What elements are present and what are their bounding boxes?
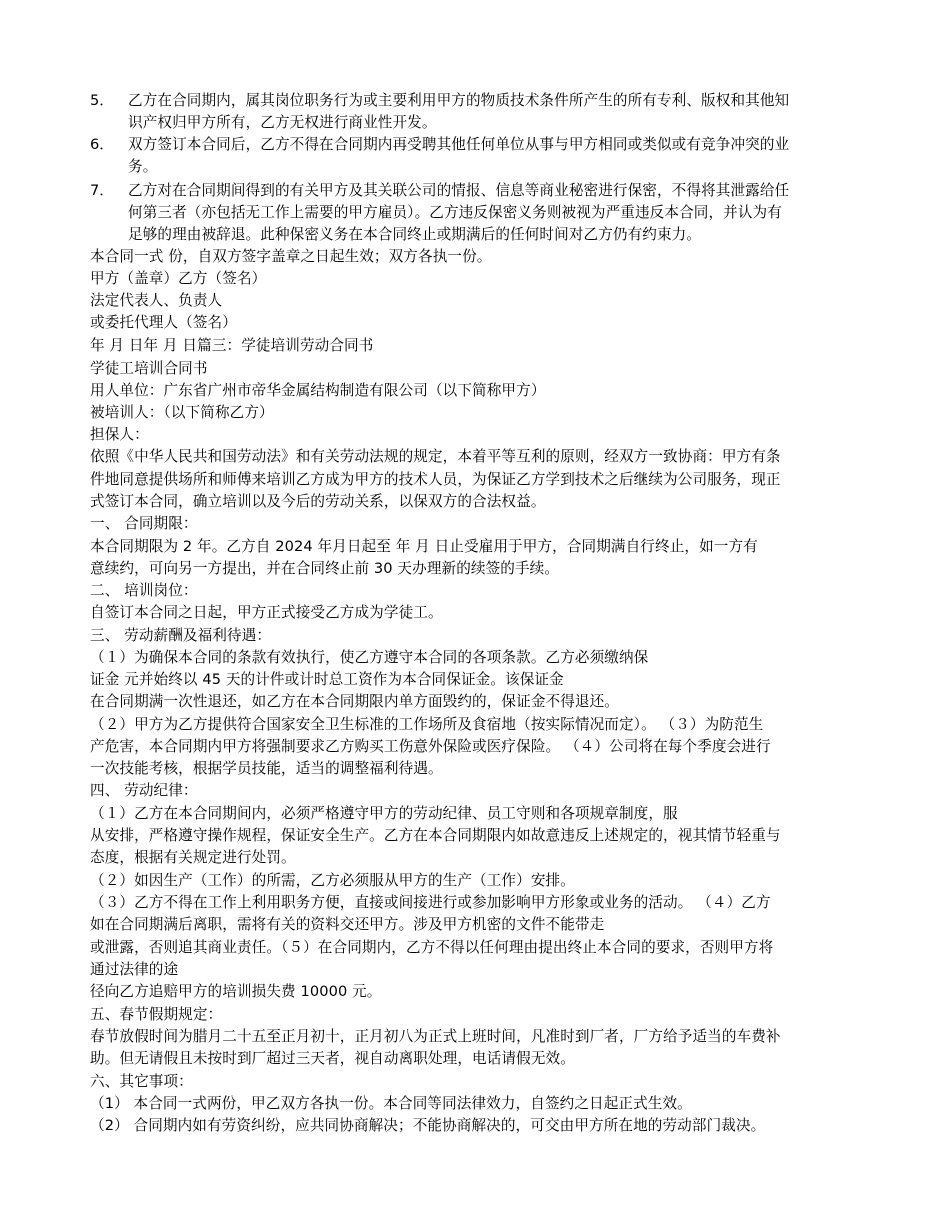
text-line: 用人单位：广东省广州市帝华金属结构制造有限公司（以下简称甲方） <box>90 382 546 399</box>
text-line: 助。但无请假且未按时到厂超过三天者，视自动离职处理，电话请假无效。 <box>90 1050 575 1067</box>
text-line: （３）乙方不得在工作上利用职务方便，直接或间接进行或参加影响甲方形象或业务的活动。 （４）乙方 <box>90 894 771 911</box>
text-line: 在合同期满一次性退还，如乙方在本合同期限内单方面毁约的，保证金不得退还。 <box>90 693 619 710</box>
item-7-line-1: 乙方对在合同期间得到的有关甲方及其关联公司的情报、信息等商业秘密进行保密，不得将其泄露给任 <box>128 182 790 199</box>
text-line: 态度，根据有关规定进行处罚。 <box>90 849 296 866</box>
text-line: 本合同期限为 2 年。乙方自 2024 年月日起至 年 月 日止受雇用于甲方，合同期满自行终止，如一方有 <box>90 538 758 555</box>
text-line: （２）如因生产（工作）的所需，乙方必须服从甲方的生产（工作）安排。 <box>90 872 575 889</box>
text-line: 如在合同期满后离职，需将有关的资料交还甲方。涉及甲方机密的文件不能带走 <box>90 916 605 933</box>
text-line: （１）为确保本合同的条款有效执行，使乙方遵守本合同的各项条款。乙方必须缴纳保 <box>90 649 649 666</box>
section-heading: 一、 合同期限： <box>90 515 198 532</box>
item-5-line-2: 识产权归甲方所有，乙方无权进行商业性开发。 <box>128 114 437 131</box>
text-line: 从安排，严格遵守操作规程，保证安全生产。乙方在本合同期限内如故意违反上述规定的，视其情节轻重与 <box>90 827 781 844</box>
text-line: 法定代表人、负责人 <box>90 292 223 309</box>
text-line: 担保人： <box>90 426 149 443</box>
section-heading: 五、春节假期规定： <box>90 1006 223 1023</box>
section-heading: 四、 劳动纪律： <box>90 782 198 799</box>
text-line: 产危害，本合同期内甲方将强制要求乙方购买工伤意外保险或医疗保险。 （４）公司将在每个季度会进行 <box>90 738 771 755</box>
text-line: 春节放假时间为腊月二十五至正月初十，正月初八为正式上班时间，凡准时到厂者，厂方给予适当的车费补 <box>90 1028 781 1045</box>
text-line: 意续约，可向另一方提出，并在合同终止前 30 天办理新的续签的手续。 <box>90 560 560 577</box>
text-line: 依照《中华人民共和国劳动法》和有关劳动法规的规定，本着平等互利的原则，经双方一致协商：甲方有条 <box>90 448 781 465</box>
text-line: 本合同一式 份，自双方签字盖章之日起生效；双方各执一份。 <box>90 248 492 265</box>
document-title: 学徒工培训合同书 <box>90 360 208 377</box>
item-7-line-2: 何第三者（亦包括无工作上需要的甲方雇员）。乙方违反保密义务则被视为严重违反本合同，并认为有 <box>128 204 782 221</box>
item-5-line-1: 乙方在合同期内，属其岗位职务行为或主要利用甲方的物质技术条件所产生的所有专利、版权和其他知 <box>128 92 790 109</box>
text-line: 自签订本合同之日起，甲方正式接受乙方成为学徒工。 <box>90 604 443 621</box>
text-line: （1） 本合同一式两份，甲乙双方各执一份。本合同等同法律效力，自签约之日起正式生效。 <box>90 1095 692 1112</box>
text-line: 通过法律的途 <box>90 961 179 978</box>
text-line: 或泄露，否则追其商业责任。（５）在合同期内，乙方不得以任何理由提出终止本合同的要求，否则甲方将 <box>90 939 774 956</box>
text-line: 式签订本合同，确立培训以及今后的劳动关系，以保双方的合法权益。 <box>90 493 546 510</box>
text-line: 甲方（盖章）乙方（签名） <box>90 270 267 287</box>
text-line: 一次技能考核，根据学员技能，适当的调整福利待遇。 <box>90 760 443 777</box>
item-number: 7． <box>90 182 114 199</box>
section-heading: 二、 培训岗位： <box>90 582 198 599</box>
section-heading: 六、其它事项： <box>90 1073 193 1090</box>
text-line: 或委托代理人（签名） <box>90 314 237 331</box>
item-6-line-2: 务。 <box>128 158 158 175</box>
text-line: 径向乙方追赔甲方的培训损失费 10000 元。 <box>90 983 382 1000</box>
text-line: 被培训人：（以下简称乙方） <box>90 404 274 421</box>
item-number: 5． <box>90 92 114 109</box>
text-line: （２）甲方为乙方提供符合国家安全卫生标准的工作场所及食宿地（按实际情况而定）。 （３）为防范生 <box>90 716 764 733</box>
text-line: 件地同意提供场所和师傅来培训乙方成为甲方的技术人员，为保证乙方学到技术之后继续为公司服务，现正 <box>90 471 781 488</box>
item-6-line-1: 双方签订本合同后，乙方不得在合同期内再受聘其他任何单位从事与甲方相同或类似或有竞争冲突的业 <box>128 136 790 153</box>
text-line: （2） 合同期内如有劳资纠纷，应共同协商解决；不能协商解决的，可交由甲方所在地的劳动部门裁决。 <box>90 1117 766 1134</box>
section-heading: 三、 劳动薪酬及福利待遇： <box>90 627 272 644</box>
item-7-line-3: 足够的理由被辞退。此种保密义务在本合同终止或期满后的任何时间对乙方仍有约束力。 <box>128 226 702 243</box>
text-line: 年 月 日年 月 日篇三：学徒培训劳动合同书 <box>90 337 374 354</box>
text-line: （１）乙方在本合同期间内，必须严格遵守甲方的劳动纪律、员工守则和各项规章制度，服 <box>90 805 678 822</box>
text-line: 证金 元并始终以 45 天的计件或计时总工资作为本合同保证金。该保证金 <box>90 671 564 688</box>
item-number: 6． <box>90 136 114 153</box>
